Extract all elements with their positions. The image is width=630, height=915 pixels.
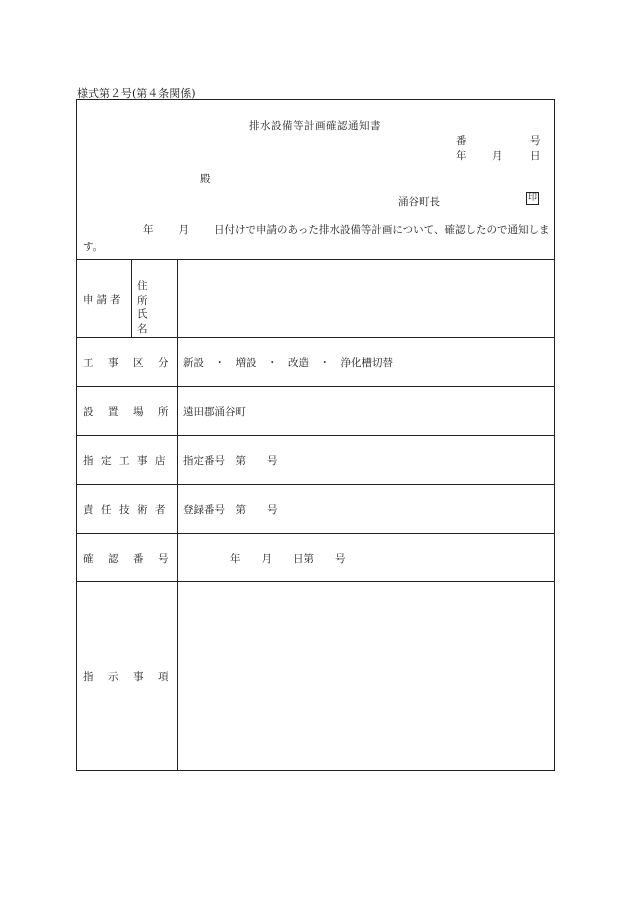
confirmation-number-value: 年 月 日第 号 — [230, 553, 346, 565]
form-label: 様式第２号(第４条関係) — [77, 87, 196, 100]
date-month: 月 — [492, 150, 503, 162]
location-value: 遠田郡涌谷町 — [183, 406, 246, 418]
engineer-label: 責任技術者 — [83, 504, 173, 516]
addressee-suffix: 殿 — [200, 173, 211, 185]
date-year: 年 — [456, 150, 467, 162]
row-divider — [76, 386, 555, 387]
location-label: 設置場所 — [83, 406, 183, 418]
document-title: 排水設備等計画確認通知書 — [249, 120, 381, 132]
applicant-label: 申請者 — [83, 294, 124, 306]
address-label: 住所 — [137, 280, 158, 307]
contractor-label: 指定工事店 — [83, 455, 173, 467]
body-text: 日付けで申請のあった排水設備等計画について、確認したので通知します。 — [83, 224, 550, 253]
table-top-line — [76, 259, 555, 260]
label-column-line — [177, 259, 178, 771]
number-prefix: 番 — [456, 135, 467, 147]
body-month: 月 — [178, 224, 189, 236]
seal-box: 印 — [527, 193, 537, 203]
applicant-subcolumn-line — [131, 259, 132, 337]
row-divider — [76, 337, 555, 338]
issuer-name: 涌谷町長 — [398, 196, 440, 208]
row-divider — [76, 435, 555, 436]
row-divider — [76, 581, 555, 582]
number-suffix: 号 — [530, 135, 541, 147]
work-type-label: 工事区分 — [83, 357, 183, 369]
instructions-field[interactable] — [180, 584, 552, 768]
work-type-options: 新設 ・ 増設 ・ 改造 ・ 浄化槽切替 — [183, 357, 393, 369]
name-label: 氏名 — [137, 308, 158, 335]
row-divider — [76, 533, 555, 534]
instructions-label: 指示事項 — [83, 671, 183, 683]
body-year: 年 — [143, 224, 154, 236]
confirmation-number-label: 確認番号 — [83, 553, 183, 565]
row-divider — [76, 484, 555, 485]
engineer-value: 登録番号 第 号 — [183, 504, 278, 516]
notice-body — [83, 222, 553, 256]
contractor-value: 指定番号 第 号 — [183, 455, 278, 467]
date-day: 日 — [530, 150, 541, 162]
